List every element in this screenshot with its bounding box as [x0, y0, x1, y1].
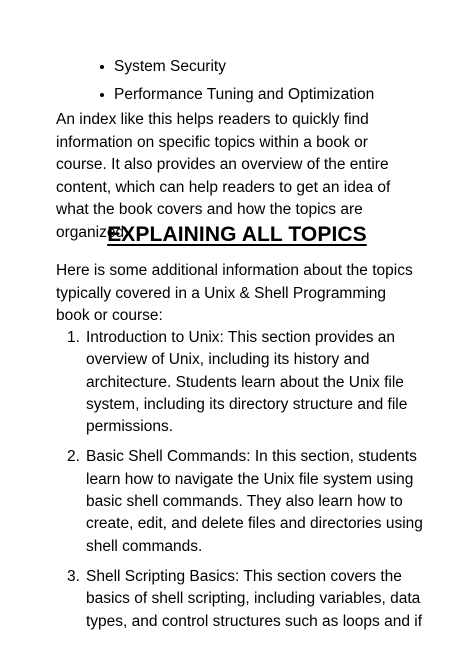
bullet-dot-icon	[100, 93, 104, 97]
bullet-item	[98, 57, 374, 77]
topics-list	[67, 327, 425, 641]
topic-item	[67, 446, 425, 557]
section-heading: EXPLAINING ALL TOPICS	[107, 223, 367, 246]
topic-text: Introduction to Unix: This section provides an overview of Unix, including its history and architecture. Students learn about the Unix file system, including its directory structure and file permissions.	[86, 329, 408, 436]
bullet-text: Performance Tuning and Optimization	[114, 86, 375, 103]
bullet-text: System Security	[114, 58, 226, 75]
bullet-list	[98, 57, 374, 113]
topic-text: Shell Scripting Basics: This section covers the basics of shell scripting, including variables, data types, and control structures such as loops and if	[86, 567, 423, 630]
topic-number: 1.	[67, 329, 80, 346]
topic-item	[67, 566, 425, 633]
intro-paragraph: Here is some additional information about the topics typically covered in a Unix & Shell Programming book or course:	[56, 262, 413, 324]
topic-number: 2.	[67, 448, 80, 466]
topic-item	[67, 327, 425, 438]
bullet-dot-icon	[100, 65, 104, 69]
topic-text: Basic Shell Commands: In this section, students learn how to navigate the Unix file system using basic shell commands. They also learn how to create, edit, and delete files and directories using shell commands.	[86, 448, 423, 555]
index-paragraph: An index like this helps readers to quickly find information on specific topics within a book or course. It also provides an overview of the entire content, which can help readers to get an idea of what the book covers and how the topics are organized.	[56, 111, 391, 241]
topic-number: 3.	[67, 567, 80, 585]
bullet-item	[98, 85, 374, 105]
